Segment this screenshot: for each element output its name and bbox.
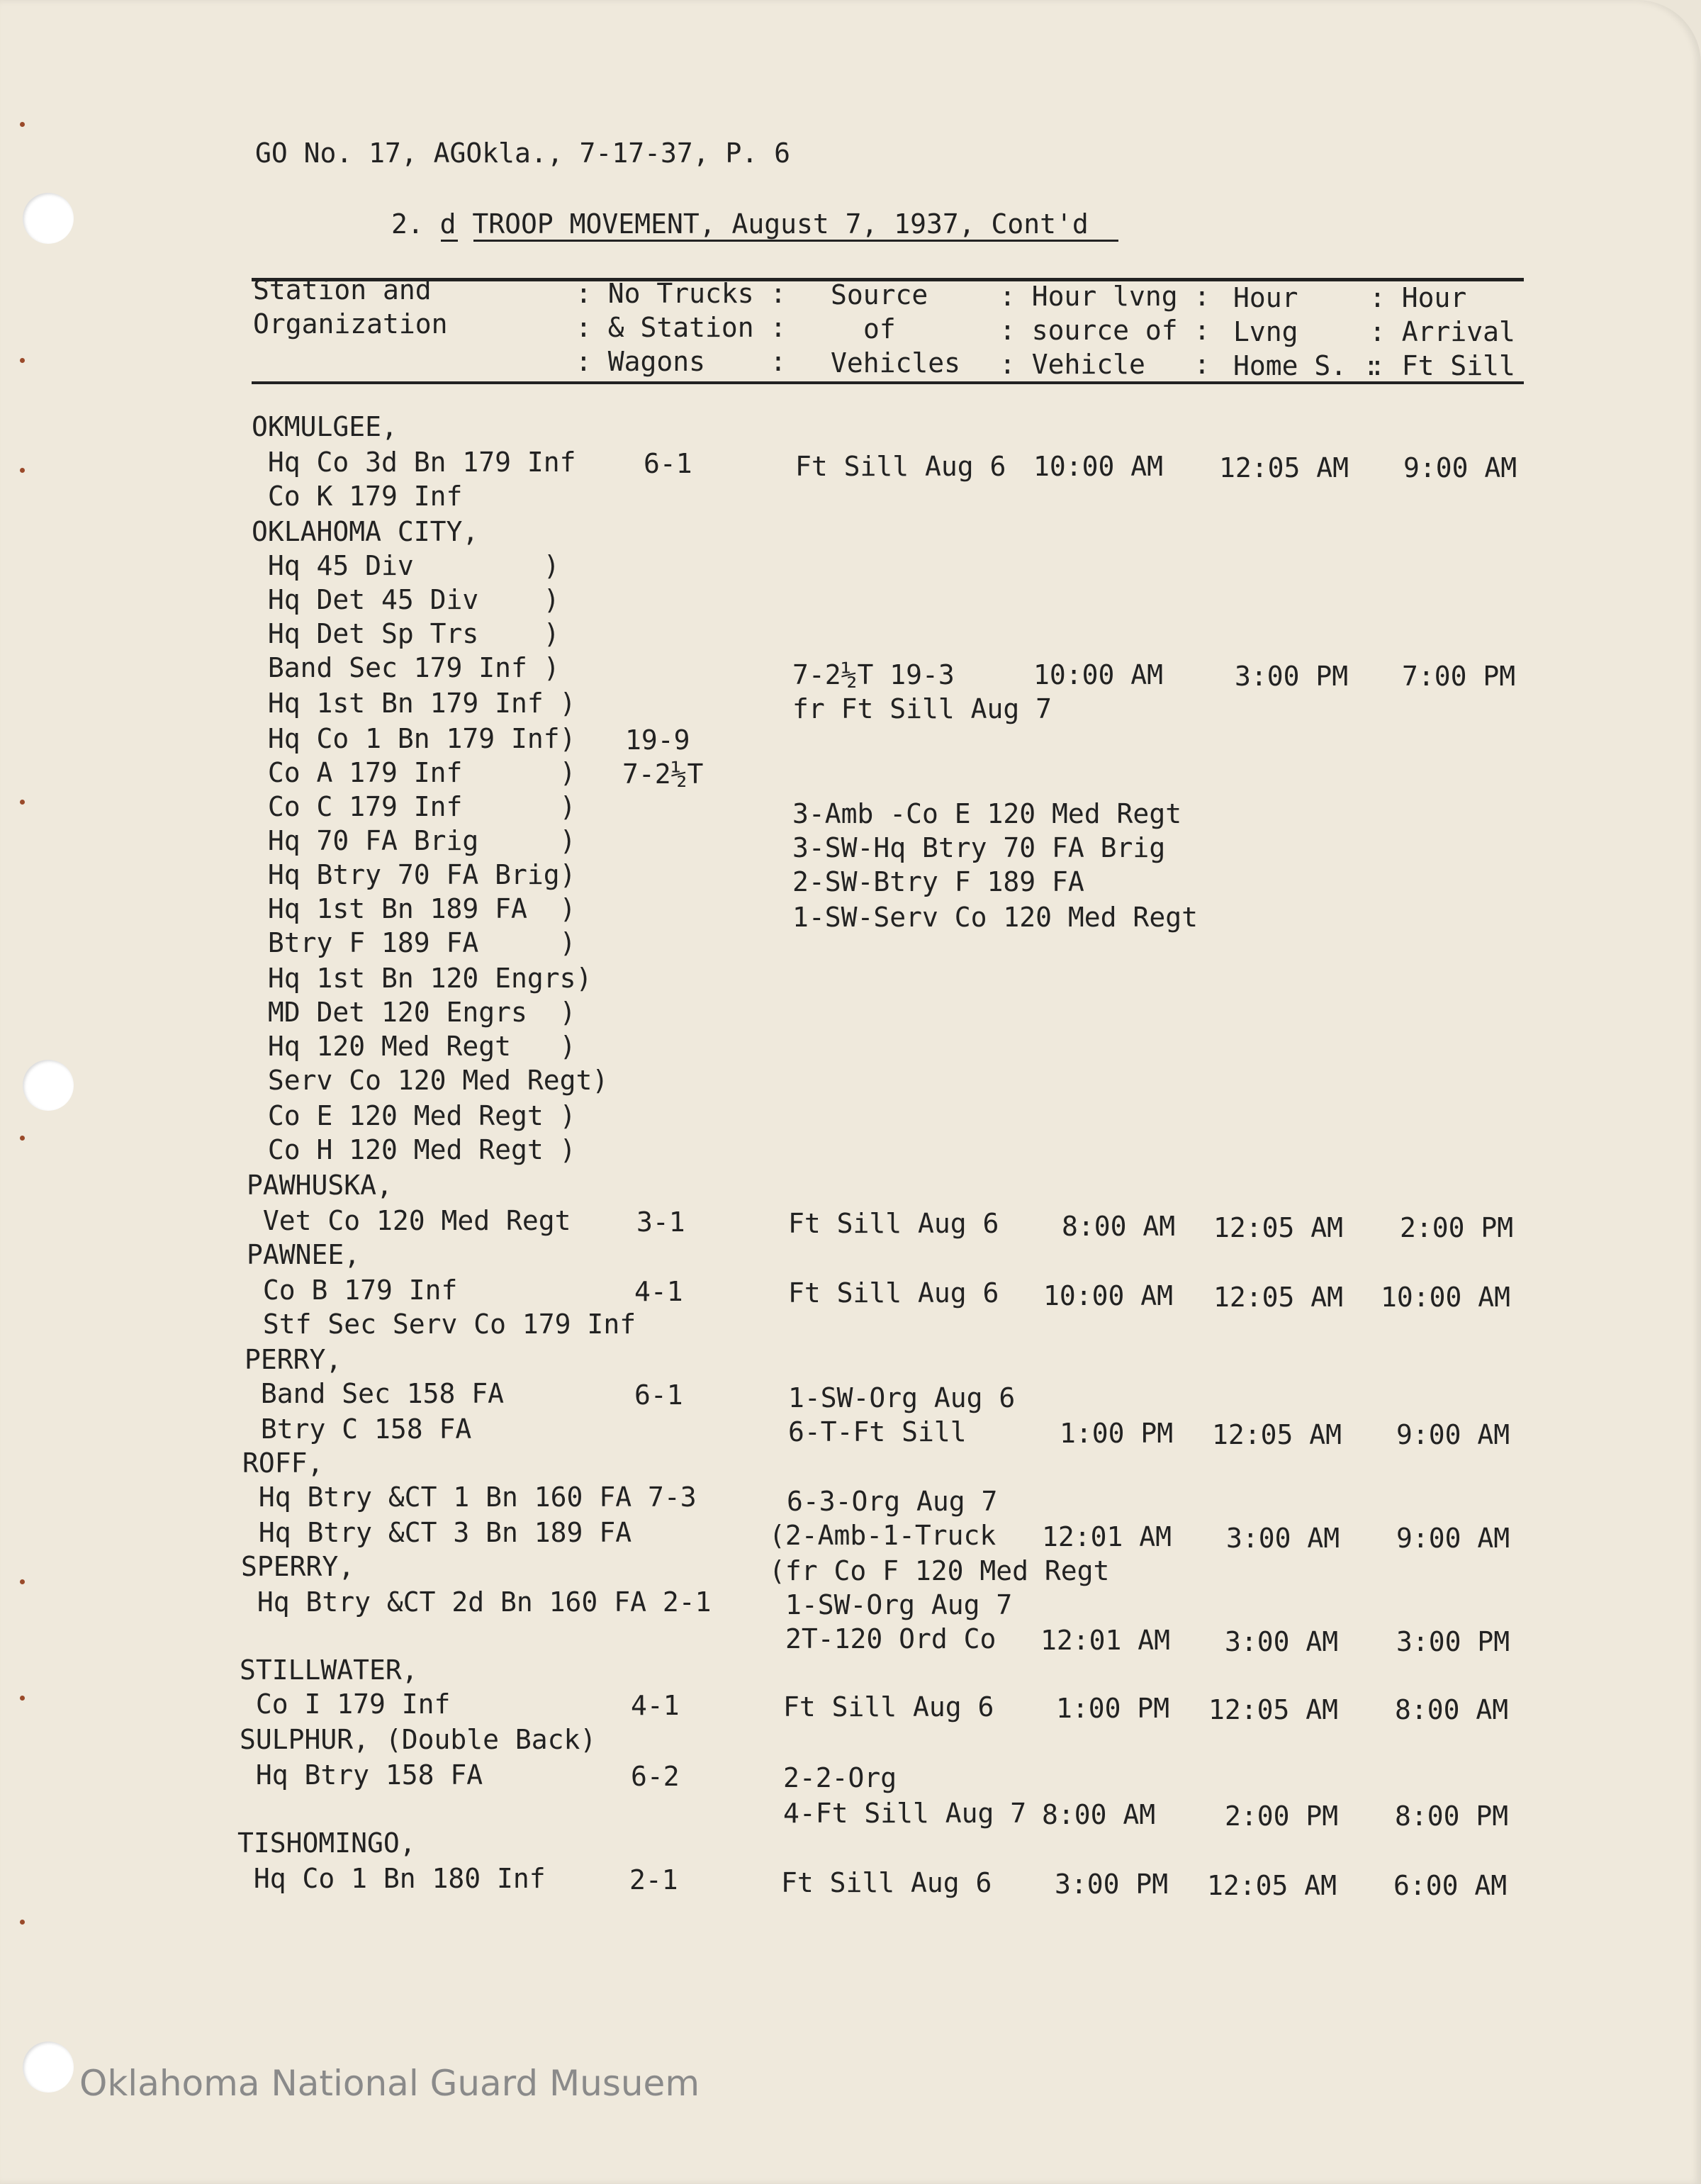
- museum-watermark: Oklahoma National Guard Musuem: [79, 2063, 700, 2104]
- org-line: Band Sec 158 FA: [245, 1378, 505, 1409]
- binder-hole-middle: [23, 1060, 74, 1111]
- paper-speck: [20, 1136, 25, 1141]
- section-letter: d: [439, 208, 456, 240]
- section-title: [391, 207, 1089, 241]
- hour-arrival-cell: 9:00 AM: [1396, 1419, 1510, 1450]
- hour-leaving-source-cell: 12:01 AM: [1040, 1625, 1171, 1656]
- header-line: Organization: [253, 308, 448, 340]
- station-okmulgee: OKMULGEE,: [252, 411, 398, 442]
- org-line: Hq Btry &CT 3 Bn 189 FA: [242, 1517, 632, 1548]
- org-line: Co H 120 Med Regt ): [252, 1134, 576, 1165]
- hour-leaving-source-cell: 10:00 AM: [1033, 659, 1164, 690]
- hour-leaving-source-cell: 8:00 AM: [1062, 1211, 1176, 1242]
- hour-leaving-source-cell: 10:00 AM: [1043, 1280, 1174, 1311]
- org-line: Hq 1st Bn 179 Inf ): [252, 688, 576, 719]
- header-line: Home S. :: [1233, 350, 1379, 381]
- source-cell: Ft Sill Aug 6: [788, 1277, 999, 1309]
- hour-arrival-cell: 2:00 PM: [1400, 1212, 1514, 1243]
- source-cell: (2-Amb-1-Truck: [769, 1520, 997, 1551]
- org-line: Co E 120 Med Regt ): [252, 1100, 576, 1131]
- org-line: Co A 179 Inf ): [252, 757, 576, 788]
- org-line: Hq 120 Med Regt ): [252, 1031, 576, 1062]
- hour-arrival-cell: 7:00 PM: [1402, 661, 1516, 692]
- org-line: Co K 179 Inf: [252, 481, 463, 512]
- source-cell: Ft Sill Aug 6: [788, 1208, 999, 1239]
- org-line: Hq Btry 158 FA: [240, 1759, 483, 1791]
- source-cell: 6-3-Org Aug 7: [787, 1486, 998, 1517]
- org-line: Co C 179 Inf ): [252, 791, 576, 822]
- station-stillwater: STILLWATER,: [240, 1654, 418, 1686]
- hour-leaving-home-cell: 12:05 AM: [1208, 1694, 1339, 1725]
- paper-speck: [20, 1579, 25, 1584]
- hour-leaving-home-cell: 2:00 PM: [1225, 1801, 1339, 1832]
- binder-hole-top: [23, 193, 74, 244]
- org-line: Hq 1st Bn 189 FA ): [252, 893, 576, 924]
- hour-leaving-home-cell: 3:00 PM: [1235, 661, 1349, 692]
- hour-leaving-home-cell: 12:05 AM: [1213, 1212, 1344, 1243]
- trucks-cell: 6-1: [644, 448, 692, 479]
- source-cell: 3-Amb -Co E 120 Med Regt: [792, 798, 1182, 829]
- station-perry: PERRY,: [245, 1344, 342, 1375]
- paper-speck: [20, 358, 25, 363]
- org-line: Hq Co 1 Bn 179 Inf): [252, 723, 576, 754]
- section-title-underline: [473, 240, 1118, 242]
- org-line: Btry C 158 FA: [245, 1413, 472, 1445]
- hour-leaving-source-cell: 10:00 AM: [1033, 451, 1164, 482]
- org-line: Vet Co 120 Med Regt: [247, 1205, 571, 1236]
- org-line: Hq Co 3d Bn 179 Inf: [252, 447, 576, 478]
- org-line: Hq 70 FA Brig ): [252, 825, 576, 856]
- section-heading: TROOP MOVEMENT, August 7, 1937, Cont'd: [456, 208, 1089, 240]
- source-cell: 4-Ft Sill Aug 7: [783, 1798, 1027, 1829]
- org-line: Co I 179 Inf: [240, 1689, 451, 1720]
- source-cell: Ft Sill Aug 6: [783, 1691, 994, 1723]
- hour-arrival-cell: 6:00 AM: [1393, 1870, 1508, 1901]
- org-line: Hq Det Sp Trs ): [252, 618, 560, 649]
- header-line: : & Station :: [576, 312, 787, 343]
- hour-arrival-cell: 9:00 AM: [1396, 1523, 1510, 1554]
- station-roff: ROFF,: [242, 1447, 324, 1479]
- trucks-cell: 6-1: [634, 1379, 683, 1411]
- source-cell: 3-SW-Hq Btry 70 FA Brig: [792, 832, 1166, 863]
- header-line: : source of :: [999, 315, 1211, 346]
- org-line: Hq 45 Div ): [252, 550, 560, 581]
- hour-leaving-home-cell: 12:05 AM: [1219, 452, 1349, 483]
- hour-leaving-home-cell: 12:05 AM: [1213, 1282, 1344, 1313]
- org-line: Co B 179 Inf: [247, 1275, 458, 1306]
- section-number: 2.: [391, 208, 440, 240]
- org-line: Hq 1st Bn 120 Engrs): [252, 963, 593, 994]
- hour-leaving-home-cell: 3:00 AM: [1226, 1523, 1340, 1554]
- source-cell: 2-SW-Btry F 189 FA: [792, 866, 1084, 897]
- source-cell: 1-SW-Serv Co 120 Med Regt: [792, 902, 1198, 933]
- trucks-cell: 4-1: [631, 1690, 680, 1721]
- trucks-cell: 19-9: [625, 724, 690, 756]
- hour-leaving-source-cell: 3:00 PM: [1055, 1869, 1169, 1900]
- header-line: : Hour: [1369, 282, 1467, 313]
- hour-leaving-source-cell: 1:00 PM: [1056, 1693, 1170, 1724]
- header-line: Station and: [253, 274, 432, 306]
- source-cell: 7-2½T 19-3: [792, 659, 955, 690]
- paper-speck: [20, 1920, 25, 1925]
- hour-leaving-home-cell: 12:05 AM: [1207, 1870, 1337, 1901]
- paper-speck: [20, 800, 25, 805]
- header-line: of: [863, 313, 896, 345]
- hour-arrival-cell: 9:00 AM: [1403, 452, 1517, 483]
- trucks-cell: 7-2½T: [622, 758, 704, 790]
- source-cell: fr Ft Sill Aug 7: [792, 693, 1052, 724]
- hour-arrival-cell: 8:00 PM: [1395, 1801, 1509, 1832]
- paper-speck: [20, 1696, 25, 1701]
- trucks-cell: 4-1: [634, 1276, 683, 1307]
- org-line: Band Sec 179 Inf ): [252, 652, 560, 683]
- hour-arrival-cell: 3:00 PM: [1396, 1626, 1510, 1657]
- header-line: : Wagons :: [576, 346, 787, 377]
- station-oklahoma-city: OKLAHOMA CITY,: [252, 516, 479, 547]
- source-cell: 1-SW-Org Aug 6: [788, 1382, 1016, 1413]
- trucks-cell: 3-1: [636, 1206, 685, 1238]
- org-line: Stf Sec Serv Co 179 Inf: [247, 1309, 636, 1340]
- header-line: Hour: [1233, 282, 1298, 313]
- binder-hole-bottom: [23, 2042, 74, 2093]
- source-cell: 2-2-Org: [783, 1762, 897, 1793]
- station-pawhuska: PAWHUSKA,: [247, 1170, 393, 1201]
- trucks-cell: 2-1: [629, 1864, 678, 1895]
- header-line: : Hour lvng :: [999, 281, 1211, 312]
- org-line: Hq Co 1 Bn 180 Inf: [237, 1863, 546, 1894]
- station-tishomingo: TISHOMINGO,: [237, 1827, 416, 1859]
- station-pawnee: PAWNEE,: [247, 1239, 361, 1270]
- org-line: Btry F 189 FA ): [252, 927, 576, 958]
- hour-leaving-source-cell: 12:01 AM: [1042, 1521, 1172, 1552]
- org-line: Hq Det 45 Div ): [252, 584, 560, 615]
- header-line: : No Trucks :: [576, 278, 787, 309]
- source-cell: 6-T-Ft Sill: [788, 1416, 967, 1447]
- station-sulphur: SULPHUR, (Double Back): [240, 1724, 597, 1755]
- source-cell: (fr Co F 120 Med Regt: [769, 1555, 1110, 1586]
- source-cell: Ft Sill Aug 6: [795, 451, 1006, 482]
- org-line: Hq Btry &CT 2d Bn 160 FA 2-1: [241, 1586, 712, 1618]
- hour-arrival-cell: 8:00 AM: [1395, 1694, 1509, 1725]
- org-line: Hq Btry &CT 1 Bn 160 FA 7-3: [242, 1482, 697, 1513]
- station-sperry: SPERRY,: [241, 1551, 355, 1582]
- header-line: Source: [831, 279, 928, 310]
- paper-speck: [20, 122, 25, 127]
- org-line: MD Det 120 Engrs ): [252, 997, 576, 1028]
- page-header: GO No. 17, AGOkla., 7-17-37, P. 6: [255, 138, 790, 169]
- header-line: Lvng: [1233, 316, 1298, 347]
- hour-leaving-home-cell: 12:05 AM: [1212, 1419, 1342, 1450]
- header-line: : Ft Sill: [1369, 350, 1515, 381]
- section-letter-underline: [441, 240, 458, 242]
- org-line: Hq Btry 70 FA Brig): [252, 859, 576, 890]
- source-cell: 1-SW-Org Aug 7: [785, 1589, 1013, 1620]
- hour-leaving-source-cell: 8:00 AM: [1042, 1799, 1156, 1830]
- org-line: Serv Co 120 Med Regt): [252, 1065, 609, 1096]
- hour-leaving-home-cell: 3:00 AM: [1225, 1626, 1339, 1657]
- header-line: Vehicles: [831, 347, 961, 379]
- source-cell: 2T-120 Ord Co: [785, 1623, 997, 1654]
- header-line: : Arrival: [1369, 316, 1515, 347]
- paper-speck: [20, 468, 25, 473]
- hour-arrival-cell: 10:00 AM: [1381, 1282, 1511, 1313]
- source-cell: Ft Sill Aug 6: [781, 1867, 992, 1898]
- header-line: : Vehicle :: [999, 349, 1211, 380]
- hour-leaving-source-cell: 1:00 PM: [1060, 1418, 1174, 1449]
- trucks-cell: 6-2: [631, 1761, 680, 1792]
